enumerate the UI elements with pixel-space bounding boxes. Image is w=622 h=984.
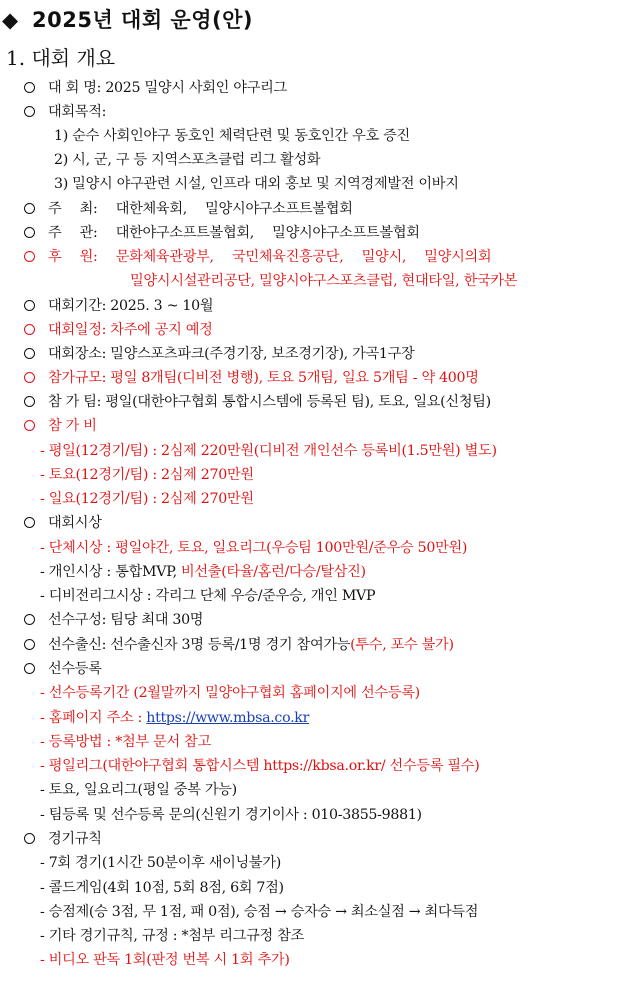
reg-weekday: - 평일리그(대한야구협회 통합시스템 https://kbsa.or.kr/ 선수등록 필수)	[40, 758, 480, 774]
document-title	[0, 6, 620, 34]
section-heading	[6, 44, 115, 72]
reg-weekend: - 토요, 일요리그(평일 중복 가능)	[40, 782, 237, 798]
reg-homepage: - 홈페이지 주소 : https://www.mbsa.co.kr	[40, 710, 310, 726]
circle-bullet-icon	[24, 251, 35, 262]
rule-3: - 승점제(승 3점, 무 1점, 패 0점), 승점 → 승자승 → 최소실점 → 최다득점	[40, 904, 479, 920]
award-personal: - 개인시상 : 통합MVP, 비선출(타율/홈런/다승/탈삼진)	[40, 564, 366, 580]
rule-4: - 기타 경기규칙, 규정 : *첨부 리그규정 참조	[40, 928, 304, 944]
fee-weekday: - 평일(12경기/팀) : 2심제 220만원(디비전 개인선수 등록비(1.5만원) 별도)	[40, 443, 497, 459]
circle-bullet-icon	[24, 833, 35, 844]
section-number: 1.	[6, 46, 26, 70]
circle-bullet-icon	[24, 82, 35, 93]
fee-sunday: - 일요(12경기/팀) : 2심제 270만원	[40, 491, 254, 507]
circle-bullet-icon	[24, 324, 35, 335]
reg-period: - 선수등록기간 (2월말까지 밀양야구협회 홈페이지에 선수등록)	[40, 685, 420, 701]
rule-5: - 비디오 판독 1회(판정 번복 시 1회 추가)	[40, 952, 290, 968]
circle-bullet-icon	[24, 639, 35, 650]
rule-2: - 콜드게임(4회 10점, 5회 8점, 6회 7점)	[40, 880, 284, 896]
circle-bullet-icon	[24, 663, 35, 674]
circle-bullet-icon	[24, 614, 35, 625]
homepage-link[interactable]: https://www.mbsa.co.kr	[146, 710, 310, 726]
section-text: 대회 개요	[31, 46, 116, 70]
rule-1: - 7회 경기(1시간 50분이후 새이닝불가)	[40, 855, 281, 871]
reg-contact: - 팀등록 및 선수등록 문의(신원기 경기이사 : 010-3855-9881)	[40, 807, 422, 823]
circle-bullet-icon	[24, 372, 35, 383]
purpose-item-3: 3) 밀양시 야구관련 시설, 인프라 대외 홍보 및 지역경제발전 이바지	[54, 176, 459, 192]
award-team: - 단체시상 : 평일야간, 토요, 일요리그(우승팀 100만원/준우승 50만원)	[40, 540, 468, 556]
circle-bullet-icon	[24, 396, 35, 407]
circle-bullet-icon	[24, 517, 35, 528]
circle-bullet-icon	[24, 106, 35, 117]
title-text: 2025년 대회 운영(안)	[32, 8, 253, 32]
award-division: - 디비전리그시상 : 각리그 단체 우승/준우승, 개인 MVP	[40, 588, 376, 604]
circle-bullet-icon	[24, 203, 35, 214]
purpose-item-1: 1) 순수 사회인야구 동호인 체력단련 및 동호인간 우호 증진	[54, 128, 410, 144]
fee-saturday: - 토요(12경기/팀) : 2심제 270만원	[40, 467, 254, 483]
circle-bullet-icon	[24, 348, 35, 359]
reg-method: - 등록방법 : *첨부 문서 참고	[40, 734, 211, 750]
circle-bullet-icon	[24, 300, 35, 311]
purpose-item-2: 2) 시, 군, 구 등 지역스포츠클럽 리그 활성화	[54, 152, 321, 168]
sponsor-continued: 밀양시시설관리공단, 밀양시야구스포츠클럽, 현대타일, 한국카본	[130, 273, 518, 289]
circle-bullet-icon	[24, 420, 35, 431]
circle-bullet-icon	[24, 227, 35, 238]
diamond-icon: ◆	[2, 8, 19, 32]
